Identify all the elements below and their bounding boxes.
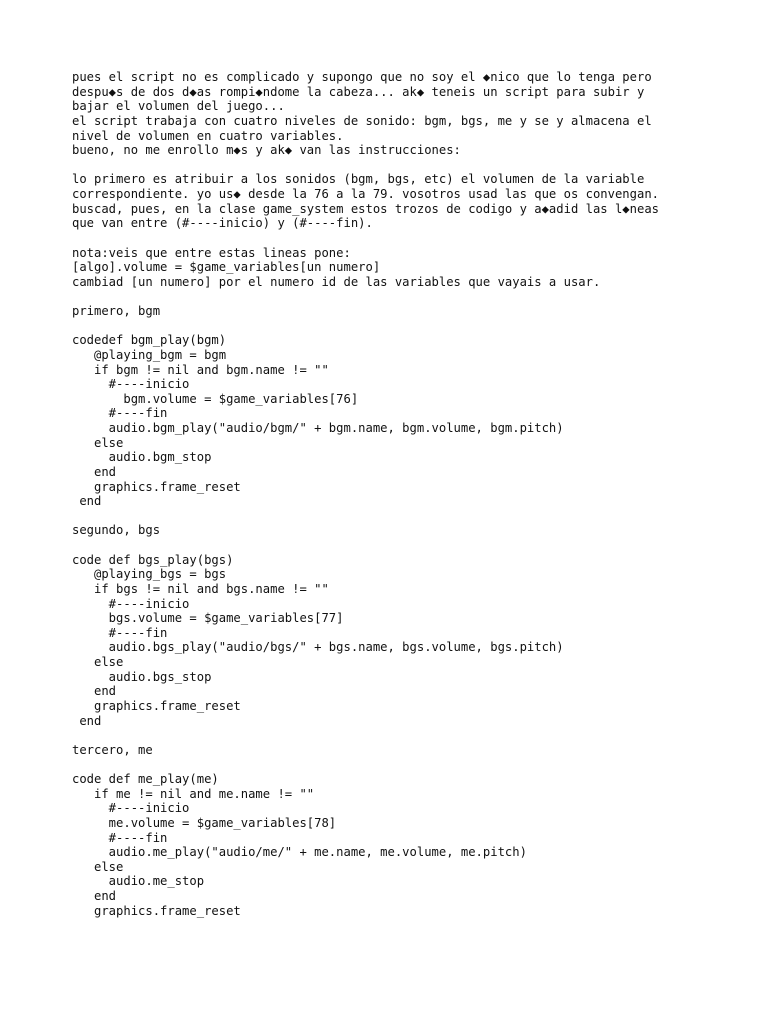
text-line bbox=[72, 231, 742, 246]
text-line bbox=[72, 158, 742, 173]
text-line bbox=[72, 289, 742, 304]
text-line: segundo, bgs bbox=[72, 523, 161, 538]
text-line: #----inicio bbox=[72, 377, 190, 392]
text-line: bgs.volume = $game_variables[77] bbox=[72, 611, 344, 626]
text-line: #----fin bbox=[72, 625, 168, 640]
text-line: bueno, no me enrollo m◆s y ak◆ van las instrucciones: bbox=[72, 143, 461, 158]
text-line: audio.bgs_play("audio/bgs/" + bgs.name, bgs.volume, bgs.pitch) bbox=[72, 640, 564, 655]
text-line: code def me_play(me) bbox=[72, 772, 219, 786]
text-line: bgm.volume = $game_variables[76] bbox=[72, 391, 359, 406]
text-line: pues el script no es complicado y supongo que no soy el ◆nico que lo tenga pero bbox=[72, 70, 652, 84]
text-line: graphics.frame_reset bbox=[72, 698, 241, 713]
text-line: end bbox=[72, 713, 102, 728]
text-line: me.volume = $game_variables[78] bbox=[72, 815, 337, 830]
text-line: end bbox=[72, 684, 117, 699]
text-line: cambiad [un numero] por el numero id de las variables que vayais a usar. bbox=[72, 274, 601, 289]
text-line: audio.bgs_stop bbox=[72, 669, 212, 684]
text-line: @playing_bgm = bgm bbox=[72, 347, 227, 362]
text-line: else bbox=[72, 435, 124, 450]
text-line: correspondiente. yo us◆ desde la 76 a la 79. vosotros usad las que os convengan. bbox=[72, 187, 659, 201]
text-line: graphics.frame_reset bbox=[72, 479, 241, 494]
text-line: graphics.frame_reset bbox=[72, 903, 241, 918]
text-line bbox=[72, 319, 742, 334]
text-line: audio.bgm_stop bbox=[72, 450, 212, 465]
text-line: que van entre (#----inicio) y (#----fin). bbox=[72, 216, 373, 231]
text-line: despu◆s de dos d◆as rompi◆ndome la cabeza... ak◆ teneis un script para subir y bbox=[72, 84, 645, 99]
text-line bbox=[72, 509, 742, 524]
text-line: #----fin bbox=[72, 830, 168, 845]
text-line: #----inicio bbox=[72, 596, 190, 611]
text-line bbox=[72, 728, 742, 743]
text-line: audio.me_stop bbox=[72, 874, 205, 889]
text-line: if bgs != nil and bgs.name != "" bbox=[72, 581, 329, 596]
text-line: end bbox=[72, 889, 117, 903]
text-line: if bgm != nil and bgm.name != "" bbox=[72, 362, 329, 377]
document-body bbox=[72, 70, 742, 918]
text-line: audio.me_play("audio/me/" + me.name, me.volume, me.pitch) bbox=[72, 845, 527, 860]
text-line: else bbox=[72, 859, 124, 874]
text-line: nivel de volumen en cuatro variables. bbox=[72, 128, 344, 143]
text-line: primero, bgm bbox=[72, 304, 161, 318]
text-line: bajar el volumen del juego... bbox=[72, 99, 285, 114]
text-line: if me != nil and me.name != "" bbox=[72, 786, 315, 801]
text-line: code def bgs_play(bgs) bbox=[72, 552, 234, 567]
text-line: buscad, pues, en la clase game_system estos trozos de codigo y a◆adid las l◆neas bbox=[72, 201, 659, 216]
text-line: @playing_bgs = bgs bbox=[72, 567, 227, 582]
text-line: codedef bgm_play(bgm) bbox=[72, 333, 227, 348]
text-line bbox=[72, 538, 742, 553]
text-line: [algo].volume = $game_variables[un numero] bbox=[72, 260, 381, 275]
text-line: end bbox=[72, 464, 117, 479]
text-line: end bbox=[72, 494, 102, 509]
text-line: else bbox=[72, 655, 124, 669]
text-line: nota:veis que entre estas lineas pone: bbox=[72, 245, 351, 260]
text-line: audio.bgm_play("audio/bgm/" + bgm.name, bgm.volume, bgm.pitch) bbox=[72, 421, 564, 435]
text-line: #----fin bbox=[72, 406, 168, 421]
text-line: el script trabaja con cuatro niveles de sonido: bgm, bgs, me y se y almacena el bbox=[72, 113, 652, 128]
text-line: lo primero es atribuir a los sonidos (bgm, bgs, etc) el volumen de la variable bbox=[72, 172, 645, 187]
text-line: tercero, me bbox=[72, 742, 153, 757]
text-line bbox=[72, 757, 742, 772]
text-line: #----inicio bbox=[72, 801, 190, 816]
